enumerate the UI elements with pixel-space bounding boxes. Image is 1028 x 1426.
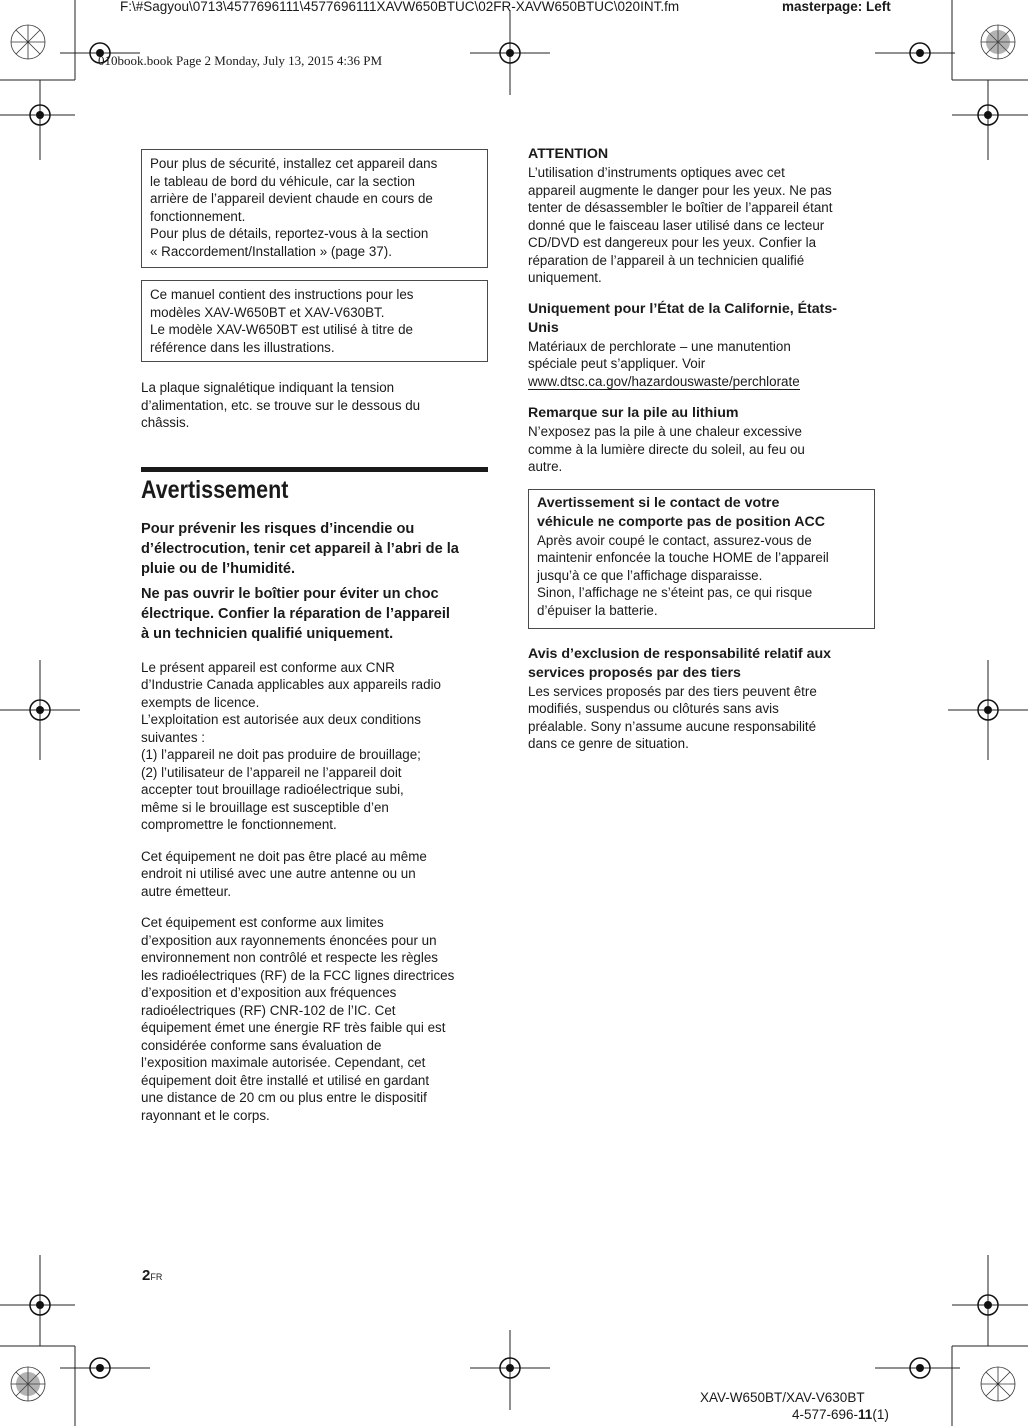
lithium-text: N’exposez pas la pile à une chaleur excessive comme à la lumière directe du soleil, au feu ou autre. [528,424,805,474]
model-number: XAV-W650BT/XAV-V630BT [700,1390,865,1405]
book-info: 010book.book Page 2 Monday, July 13, 2015 4:36 PM [98,53,383,68]
box1-line: Pour plus de détails, reportez-vous à la section [150,226,429,241]
box1-line: Pour plus de sécurité, installez cet appareil dans [150,156,438,171]
box1-line: arrière de l’appareil devient chaude en cours de [150,191,433,206]
perchlorate-link[interactable]: www.dtsc.ca.gov/hazardouswaste/perchlorate [528,373,800,389]
antenna-note: Cet équipement ne doit pas être placé au même endroit ni utilisé avec une autre antenne ou un autre émetteur. [141,848,427,899]
ic-compliance: Le présent appareil est conforme aux CNR d’Industrie Canada applicables aux appareils radio exempts de licence. L’exploitation est autorisée aux deux conditions suivantes : (1) l’appareil ne doit pas produire de brouillage; (2) l’utilisateur de l’appareil ne l’appareil doit accepter tout brouillage radioélectrique subi, même si le brouillage est susceptible d’en compromettre le fonctionnement. [141,659,441,832]
california-text: Matériaux de perchlorate – une manutention spéciale peut s’appliquer. Voir www.dtsc.ca.gov/hazardouswaste/perchlorate [528,338,800,389]
box1-line: « Raccordement/Installation » (page 37). [150,243,392,259]
left-column [141,149,488,1124]
warning-fire: Pour prévenir les risques d’incendie ou d’électrocution, tenir cet appareil à l’abri de la pluie ou de l’humidité. [141,520,459,577]
file-path: F:\#Sagyou\0713\4577696111\4577696111XAVW650BTUC\02FR-XAVW650BTUC\020INT.fm [120,0,680,14]
box1-line: le tableau de bord du véhicule, car la section [150,173,416,189]
box2-line: Ce manuel contient des instructions pour les [150,287,414,302]
box1-line: fonctionnement. [150,208,246,224]
rf-exposure: Cet équipement est conforme aux limites d’exposition aux rayonnements énoncées pour un environnement non contrôlé et respecte les règles les radioélectriques (RF) de la FCC lignes directrices d’exposition et d’exposition aux fréquences radioélectriques (RF) CNR-102 de l’IC. Cet équipement émet une énergie RF très faible qui est considérée conforme sans évaluation de l’exposition maximale autorisée. Cependant, cet équipement doit être installé et utilisé en gardant une distance de 20 cm ou plus entre le dispositif rayonnant et le corps. [141,915,455,1123]
box2-line: modèles XAV-W650BT et XAV-V630BT. [150,304,385,320]
disclaimer-title: Avis d’exclusion de responsabilité relatif aux services proposés par des tiers [528,645,832,681]
right-column [528,145,875,753]
part-number: 4-577-696-11(1) [792,1407,889,1422]
section-rule [141,467,488,472]
safety-box [141,149,488,268]
lithium-title: Remarque sur la pile au lithium [528,405,739,421]
box2-line: Le modèle XAV-W650BT est utilisé à titre de [150,322,413,337]
acc-title: Avertissement si le contact de votre véhicule ne comporte pas de position ACC [537,494,826,530]
manual-box [141,280,488,362]
warning-shock: Ne pas ouvrir le boîtier pour éviter un choc électrique. Confier la réparation de l’appareil à un technicien qualifié uniquement. [141,585,450,642]
masterpage-label: masterpage: Left [782,0,891,14]
plate-note: La plaque signalétique indiquant la tension d’alimentation, etc. se trouve sur le dessous du châssis. [141,380,421,430]
attention-title: ATTENTION [528,146,609,162]
page-number: 2FR [142,1267,163,1284]
acc-box: Avertissement si le contact de votre véhicule ne comporte pas de position ACC Après avoir coupé le contact, assurez-vous de maintenir enfoncée la touche HOME de l’appareil jusqu’à ce que l’affichage disparaisse. Sinon, l’affichage ne s’éteint pas, ce qui risque d’épuiser la batterie. [528,489,875,629]
box2-line: référence dans les illustrations. [150,339,335,355]
california-title: Uniquement pour l’État de la Californie, États- Unis [528,300,838,336]
disclaimer-text: Les services proposés par des tiers peuvent être modifiés, suspendus ou clôturés sans avis préalable. Sony n’assume aucune responsabilité dans ce genre de situation. [528,683,817,751]
attention-text: L’utilisation d’instruments optiques avec cet appareil augmente le danger pour les yeux. Ne pas tenter de désassembler le boîtier de l’appareil étant donné que le faisceau laser utilisé dans ce lecteur CD/DVD est dangereux pour les yeux. Confier la réparation de l’appareil à un technicien qualifié uniquement. [528,165,833,285]
section-title: Avertissement [141,475,289,504]
